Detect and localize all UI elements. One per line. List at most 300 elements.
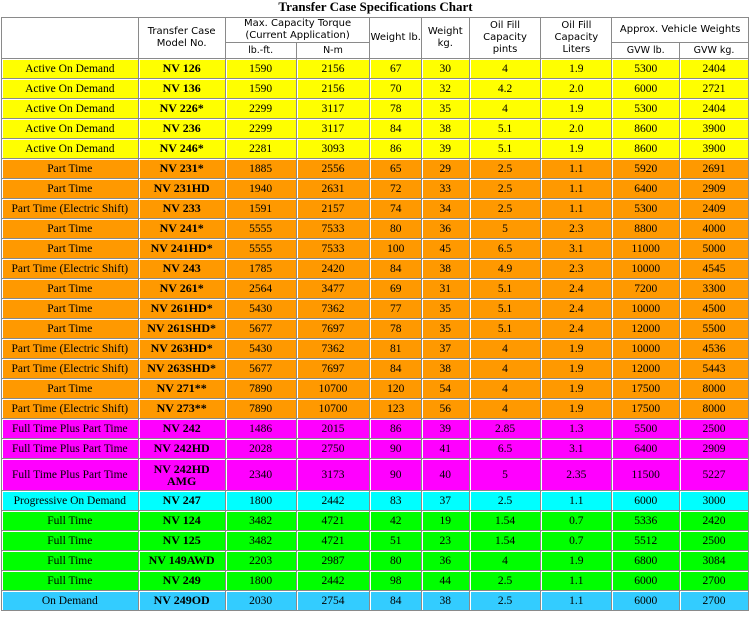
cell-weight-kg: 36 xyxy=(422,219,470,239)
table-row xyxy=(2,511,749,531)
cell-weight-kg: 33 xyxy=(422,179,470,199)
cell-weight-kg: 36 xyxy=(422,551,470,571)
cell-torque-nm: 3477 xyxy=(297,279,371,299)
cell-oil-liters: 1.9 xyxy=(541,551,612,571)
header-model: Transfer Case Model No. xyxy=(139,18,226,59)
cell-model: NV 226* xyxy=(139,99,226,119)
cell-torque-nm: 7533 xyxy=(297,219,371,239)
cell-oil-pints: 2.5 xyxy=(470,571,542,591)
cell-weight-kg: 37 xyxy=(422,339,470,359)
cell-torque-nm: 10700 xyxy=(297,399,371,419)
cell-gvw-kg: 3900 xyxy=(680,139,749,159)
table-row xyxy=(2,99,749,119)
cell-torque-nm: 2420 xyxy=(297,259,371,279)
cell-gvw-kg: 5443 xyxy=(680,359,749,379)
cell-oil-pints: 5.1 xyxy=(470,139,542,159)
cell-torque-nm: 7362 xyxy=(297,299,371,319)
table-row xyxy=(2,491,749,511)
cell-gvw-kg: 4536 xyxy=(680,339,749,359)
header-torque-nm: N-m xyxy=(297,43,371,59)
cell-oil-pints: 4 xyxy=(470,59,542,79)
cell-torque-lbft: 2203 xyxy=(226,551,297,571)
cell-torque-lbft: 7890 xyxy=(226,379,297,399)
cell-gvw-kg: 3084 xyxy=(680,551,749,571)
cell-torque-nm: 2987 xyxy=(297,551,371,571)
cell-oil-liters: 1.1 xyxy=(541,591,612,611)
cell-torque-nm: 7533 xyxy=(297,239,371,259)
cell-torque-lbft: 2030 xyxy=(226,591,297,611)
cell-gvw-kg: 2404 xyxy=(680,59,749,79)
cell-weight-kg: 39 xyxy=(422,139,470,159)
cell-torque-lbft: 2299 xyxy=(226,99,297,119)
cell-weight-kg: 29 xyxy=(422,159,470,179)
cell-application: Part Time xyxy=(2,159,139,179)
cell-gvw-lb: 6000 xyxy=(612,591,680,611)
cell-weight-kg: 40 xyxy=(422,459,470,491)
cell-weight-kg: 35 xyxy=(422,319,470,339)
cell-weight-lb: 80 xyxy=(370,219,422,239)
cell-oil-liters: 1.1 xyxy=(541,199,612,219)
cell-weight-lb: 65 xyxy=(370,159,422,179)
cell-torque-lbft: 2028 xyxy=(226,439,297,459)
table-row xyxy=(2,259,749,279)
table-row xyxy=(2,199,749,219)
cell-application: Active On Demand xyxy=(2,79,139,99)
cell-gvw-kg: 2909 xyxy=(680,179,749,199)
cell-model: NV 273** xyxy=(139,399,226,419)
cell-oil-pints: 5.1 xyxy=(470,279,542,299)
cell-gvw-lb: 11000 xyxy=(612,239,680,259)
cell-model: NV 249OD xyxy=(139,591,226,611)
cell-oil-liters: 2.3 xyxy=(541,219,612,239)
cell-application: On Demand xyxy=(2,591,139,611)
cell-oil-liters: 2.4 xyxy=(541,319,612,339)
cell-weight-lb: 84 xyxy=(370,359,422,379)
cell-oil-pints: 4.2 xyxy=(470,79,542,99)
cell-application: Part Time (Electric Shift) xyxy=(2,199,139,219)
cell-model: NV 263HD* xyxy=(139,339,226,359)
cell-weight-lb: 67 xyxy=(370,59,422,79)
cell-oil-liters: 1.3 xyxy=(541,419,612,439)
cell-oil-pints: 4 xyxy=(470,339,542,359)
cell-torque-lbft: 2299 xyxy=(226,119,297,139)
cell-torque-nm: 4721 xyxy=(297,511,371,531)
cell-torque-lbft: 1885 xyxy=(226,159,297,179)
cell-oil-pints: 4 xyxy=(470,379,542,399)
cell-torque-lbft: 5677 xyxy=(226,359,297,379)
cell-weight-kg: 38 xyxy=(422,591,470,611)
cell-weight-kg: 19 xyxy=(422,511,470,531)
cell-application: Full Time Plus Part Time xyxy=(2,439,139,459)
cell-gvw-lb: 12000 xyxy=(612,319,680,339)
cell-weight-kg: 56 xyxy=(422,399,470,419)
cell-torque-lbft: 1785 xyxy=(226,259,297,279)
cell-oil-pints: 1.54 xyxy=(470,511,542,531)
cell-gvw-kg: 4545 xyxy=(680,259,749,279)
spec-body xyxy=(2,59,749,611)
cell-torque-lbft: 5430 xyxy=(226,339,297,359)
cell-weight-lb: 98 xyxy=(370,571,422,591)
cell-gvw-lb: 8800 xyxy=(612,219,680,239)
cell-model: NV 149AWD xyxy=(139,551,226,571)
cell-gvw-lb: 5336 xyxy=(612,511,680,531)
cell-gvw-lb: 6400 xyxy=(612,179,680,199)
cell-model: NV 242HD AMG xyxy=(139,459,226,491)
cell-torque-nm: 2157 xyxy=(297,199,371,219)
cell-oil-pints: 4 xyxy=(470,551,542,571)
cell-application: Active On Demand xyxy=(2,59,139,79)
table-row xyxy=(2,319,749,339)
cell-gvw-kg: 8000 xyxy=(680,399,749,419)
cell-weight-lb: 90 xyxy=(370,439,422,459)
cell-weight-kg: 37 xyxy=(422,491,470,511)
cell-model: NV 261HD* xyxy=(139,299,226,319)
cell-oil-pints: 4 xyxy=(470,99,542,119)
header-oil-pints: Oil Fill Capacity pints xyxy=(470,18,542,59)
cell-application: Part Time xyxy=(2,319,139,339)
cell-application: Part Time (Electric Shift) xyxy=(2,359,139,379)
cell-application: Part Time xyxy=(2,379,139,399)
cell-gvw-lb: 5300 xyxy=(612,59,680,79)
cell-oil-liters: 2.0 xyxy=(541,119,612,139)
cell-gvw-lb: 6000 xyxy=(612,491,680,511)
cell-gvw-kg: 3000 xyxy=(680,491,749,511)
cell-weight-lb: 84 xyxy=(370,259,422,279)
cell-model: NV 233 xyxy=(139,199,226,219)
cell-gvw-kg: 2700 xyxy=(680,591,749,611)
cell-torque-nm: 2442 xyxy=(297,571,371,591)
cell-torque-lbft: 5430 xyxy=(226,299,297,319)
cell-weight-kg: 34 xyxy=(422,199,470,219)
cell-application: Full Time Plus Part Time xyxy=(2,459,139,491)
cell-gvw-kg: 2404 xyxy=(680,99,749,119)
cell-oil-liters: 0.7 xyxy=(541,511,612,531)
cell-oil-pints: 6.5 xyxy=(470,239,542,259)
cell-oil-liters: 0.7 xyxy=(541,531,612,551)
cell-weight-kg: 44 xyxy=(422,571,470,591)
cell-application: Part Time xyxy=(2,219,139,239)
header-row xyxy=(2,18,749,43)
cell-torque-nm: 3173 xyxy=(297,459,371,491)
cell-gvw-lb: 6000 xyxy=(612,79,680,99)
cell-weight-lb: 78 xyxy=(370,319,422,339)
cell-oil-liters: 2.4 xyxy=(541,299,612,319)
cell-weight-lb: 78 xyxy=(370,99,422,119)
cell-torque-lbft: 7890 xyxy=(226,399,297,419)
cell-gvw-kg: 2409 xyxy=(680,199,749,219)
cell-application: Full Time xyxy=(2,531,139,551)
cell-application: Part Time xyxy=(2,239,139,259)
table-row xyxy=(2,299,749,319)
table-row xyxy=(2,571,749,591)
cell-weight-kg: 35 xyxy=(422,299,470,319)
cell-oil-liters: 1.9 xyxy=(541,379,612,399)
cell-model: NV 247 xyxy=(139,491,226,511)
cell-torque-lbft: 1486 xyxy=(226,419,297,439)
cell-application: Full Time xyxy=(2,511,139,531)
cell-model: NV 271** xyxy=(139,379,226,399)
cell-gvw-lb: 10000 xyxy=(612,259,680,279)
header-gvw-kg: GVW kg. xyxy=(680,43,749,59)
cell-oil-pints: 2.5 xyxy=(470,491,542,511)
cell-gvw-lb: 6000 xyxy=(612,571,680,591)
chart-title: Transfer Case Specifications Chart xyxy=(278,0,473,14)
cell-torque-lbft: 2564 xyxy=(226,279,297,299)
cell-weight-kg: 41 xyxy=(422,439,470,459)
cell-torque-lbft: 2281 xyxy=(226,139,297,159)
cell-gvw-lb: 10000 xyxy=(612,339,680,359)
cell-oil-liters: 1.1 xyxy=(541,491,612,511)
table-row xyxy=(2,359,749,379)
table-row xyxy=(2,279,749,299)
cell-gvw-kg: 2909 xyxy=(680,439,749,459)
cell-oil-liters: 1.9 xyxy=(541,359,612,379)
cell-torque-nm: 3117 xyxy=(297,119,371,139)
table-row xyxy=(2,159,749,179)
cell-oil-pints: 4.9 xyxy=(470,259,542,279)
cell-weight-lb: 84 xyxy=(370,119,422,139)
cell-torque-lbft: 1940 xyxy=(226,179,297,199)
cell-gvw-kg: 3300 xyxy=(680,279,749,299)
cell-gvw-kg: 4000 xyxy=(680,219,749,239)
cell-model: NV 246* xyxy=(139,139,226,159)
cell-gvw-kg: 5227 xyxy=(680,459,749,491)
table-row xyxy=(2,79,749,99)
cell-torque-nm: 2015 xyxy=(297,419,371,439)
cell-oil-liters: 1.1 xyxy=(541,159,612,179)
cell-weight-lb: 42 xyxy=(370,511,422,531)
cell-oil-liters: 1.9 xyxy=(541,59,612,79)
cell-application: Part Time (Electric Shift) xyxy=(2,259,139,279)
table-row xyxy=(2,59,749,79)
cell-model: NV 236 xyxy=(139,119,226,139)
cell-model: NV 261SHD* xyxy=(139,319,226,339)
cell-weight-kg: 30 xyxy=(422,59,470,79)
cell-application: Active On Demand xyxy=(2,99,139,119)
cell-torque-nm: 3093 xyxy=(297,139,371,159)
cell-gvw-kg: 2700 xyxy=(680,571,749,591)
cell-weight-lb: 51 xyxy=(370,531,422,551)
cell-oil-liters: 1.9 xyxy=(541,339,612,359)
header-application xyxy=(2,18,139,59)
cell-application: Active On Demand xyxy=(2,119,139,139)
cell-application: Full Time xyxy=(2,551,139,571)
table-row xyxy=(2,459,749,491)
cell-oil-pints: 6.5 xyxy=(470,439,542,459)
cell-oil-liters: 2.3 xyxy=(541,259,612,279)
cell-torque-lbft: 5555 xyxy=(226,239,297,259)
cell-weight-kg: 38 xyxy=(422,119,470,139)
cell-torque-lbft: 1800 xyxy=(226,491,297,511)
cell-torque-lbft: 3482 xyxy=(226,531,297,551)
cell-oil-liters: 3.1 xyxy=(541,239,612,259)
cell-torque-nm: 3117 xyxy=(297,99,371,119)
cell-oil-pints: 2.85 xyxy=(470,419,542,439)
cell-gvw-lb: 5300 xyxy=(612,99,680,119)
header-weight-kg: Weight kg. xyxy=(422,18,470,59)
cell-application: Part Time (Electric Shift) xyxy=(2,339,139,359)
cell-oil-pints: 5 xyxy=(470,459,542,491)
cell-gvw-lb: 5500 xyxy=(612,419,680,439)
cell-gvw-lb: 8600 xyxy=(612,119,680,139)
cell-model: NV 231* xyxy=(139,159,226,179)
header-weight-lb: Weight lb. xyxy=(370,18,422,59)
header-torque-lbft: lb.-ft. xyxy=(226,43,297,59)
cell-oil-pints: 5.1 xyxy=(470,119,542,139)
cell-gvw-lb: 6400 xyxy=(612,439,680,459)
cell-weight-lb: 86 xyxy=(370,139,422,159)
cell-gvw-lb: 6800 xyxy=(612,551,680,571)
cell-weight-kg: 32 xyxy=(422,79,470,99)
cell-model: NV 242HD xyxy=(139,439,226,459)
cell-gvw-lb: 5300 xyxy=(612,199,680,219)
cell-gvw-kg: 2691 xyxy=(680,159,749,179)
cell-application: Part Time xyxy=(2,179,139,199)
cell-torque-lbft: 1590 xyxy=(226,59,297,79)
cell-weight-lb: 90 xyxy=(370,459,422,491)
cell-oil-pints: 5 xyxy=(470,219,542,239)
cell-torque-lbft: 5555 xyxy=(226,219,297,239)
table-row xyxy=(2,591,749,611)
cell-model: NV 263SHD* xyxy=(139,359,226,379)
cell-torque-lbft: 1590 xyxy=(226,79,297,99)
table-row xyxy=(2,239,749,259)
cell-oil-liters: 1.9 xyxy=(541,99,612,119)
cell-oil-liters: 2.0 xyxy=(541,79,612,99)
cell-application: Full Time Plus Part Time xyxy=(2,419,139,439)
cell-gvw-kg: 5000 xyxy=(680,239,749,259)
cell-model: NV 125 xyxy=(139,531,226,551)
cell-weight-lb: 77 xyxy=(370,299,422,319)
cell-torque-nm: 2631 xyxy=(297,179,371,199)
cell-oil-liters: 3.1 xyxy=(541,439,612,459)
cell-torque-nm: 10700 xyxy=(297,379,371,399)
cell-gvw-kg: 8000 xyxy=(680,379,749,399)
table-row xyxy=(2,439,749,459)
cell-gvw-lb: 10000 xyxy=(612,299,680,319)
cell-gvw-kg: 2500 xyxy=(680,419,749,439)
cell-weight-lb: 74 xyxy=(370,199,422,219)
cell-application: Active On Demand xyxy=(2,139,139,159)
cell-weight-lb: 81 xyxy=(370,339,422,359)
cell-gvw-lb: 17500 xyxy=(612,379,680,399)
cell-gvw-lb: 7200 xyxy=(612,279,680,299)
cell-torque-nm: 2156 xyxy=(297,79,371,99)
cell-application: Full Time xyxy=(2,571,139,591)
table-row xyxy=(2,531,749,551)
table-row xyxy=(2,219,749,239)
cell-torque-nm: 2156 xyxy=(297,59,371,79)
cell-torque-nm: 7362 xyxy=(297,339,371,359)
cell-oil-pints: 5.1 xyxy=(470,319,542,339)
cell-gvw-kg: 4500 xyxy=(680,299,749,319)
table-row xyxy=(2,179,749,199)
cell-weight-kg: 31 xyxy=(422,279,470,299)
cell-model: NV 136 xyxy=(139,79,226,99)
cell-gvw-kg: 5500 xyxy=(680,319,749,339)
cell-weight-lb: 70 xyxy=(370,79,422,99)
cell-application: Part Time xyxy=(2,299,139,319)
cell-weight-kg: 38 xyxy=(422,259,470,279)
cell-weight-kg: 38 xyxy=(422,359,470,379)
cell-oil-pints: 1.54 xyxy=(470,531,542,551)
cell-oil-pints: 2.5 xyxy=(470,179,542,199)
table-row xyxy=(2,119,749,139)
cell-gvw-lb: 8600 xyxy=(612,139,680,159)
cell-model: NV 241HD* xyxy=(139,239,226,259)
cell-torque-lbft: 1591 xyxy=(226,199,297,219)
table-row xyxy=(2,139,749,159)
cell-gvw-lb: 5920 xyxy=(612,159,680,179)
cell-torque-nm: 2754 xyxy=(297,591,371,611)
cell-torque-nm: 2750 xyxy=(297,439,371,459)
cell-torque-nm: 7697 xyxy=(297,319,371,339)
cell-torque-nm: 4721 xyxy=(297,531,371,551)
cell-weight-lb: 72 xyxy=(370,179,422,199)
cell-application: Progressive On Demand xyxy=(2,491,139,511)
cell-oil-pints: 2.5 xyxy=(470,159,542,179)
cell-oil-pints: 2.5 xyxy=(470,591,542,611)
cell-gvw-kg: 3900 xyxy=(680,119,749,139)
cell-weight-lb: 69 xyxy=(370,279,422,299)
cell-oil-pints: 2.5 xyxy=(470,199,542,219)
cell-weight-kg: 23 xyxy=(422,531,470,551)
cell-oil-liters: 1.9 xyxy=(541,139,612,159)
cell-weight-lb: 123 xyxy=(370,399,422,419)
cell-weight-lb: 120 xyxy=(370,379,422,399)
table-row xyxy=(2,379,749,399)
cell-gvw-kg: 2500 xyxy=(680,531,749,551)
cell-oil-pints: 5.1 xyxy=(470,299,542,319)
table-row xyxy=(2,419,749,439)
cell-torque-lbft: 1800 xyxy=(226,571,297,591)
cell-torque-lbft: 2340 xyxy=(226,459,297,491)
cell-oil-liters: 1.1 xyxy=(541,571,612,591)
cell-model: NV 241* xyxy=(139,219,226,239)
header-gvw: Approx. Vehicle Weights xyxy=(612,18,749,43)
cell-gvw-lb: 12000 xyxy=(612,359,680,379)
cell-weight-kg: 45 xyxy=(422,239,470,259)
cell-model: NV 242 xyxy=(139,419,226,439)
header-gvw-lb: GVW lb. xyxy=(612,43,680,59)
cell-torque-nm: 2556 xyxy=(297,159,371,179)
cell-gvw-kg: 2420 xyxy=(680,511,749,531)
cell-application: Part Time (Electric Shift) xyxy=(2,399,139,419)
header-oil-liters: Oil Fill Capacity Liters xyxy=(541,18,612,59)
cell-gvw-lb: 5512 xyxy=(612,531,680,551)
cell-model: NV 243 xyxy=(139,259,226,279)
cell-weight-kg: 39 xyxy=(422,419,470,439)
cell-model: NV 124 xyxy=(139,511,226,531)
cell-oil-pints: 4 xyxy=(470,359,542,379)
cell-oil-pints: 4 xyxy=(470,399,542,419)
table-row xyxy=(2,339,749,359)
cell-torque-lbft: 5677 xyxy=(226,319,297,339)
cell-oil-liters: 1.1 xyxy=(541,179,612,199)
cell-oil-liters: 2.4 xyxy=(541,279,612,299)
cell-torque-nm: 7697 xyxy=(297,359,371,379)
cell-weight-lb: 80 xyxy=(370,551,422,571)
cell-oil-liters: 1.9 xyxy=(541,399,612,419)
cell-weight-kg: 35 xyxy=(422,99,470,119)
table-row xyxy=(2,399,749,419)
cell-gvw-kg: 2721 xyxy=(680,79,749,99)
header-torque: Max. Capacity Torque (Current Application) xyxy=(226,18,371,43)
cell-weight-lb: 84 xyxy=(370,591,422,611)
cell-model: NV 249 xyxy=(139,571,226,591)
cell-weight-lb: 86 xyxy=(370,419,422,439)
cell-application: Part Time xyxy=(2,279,139,299)
